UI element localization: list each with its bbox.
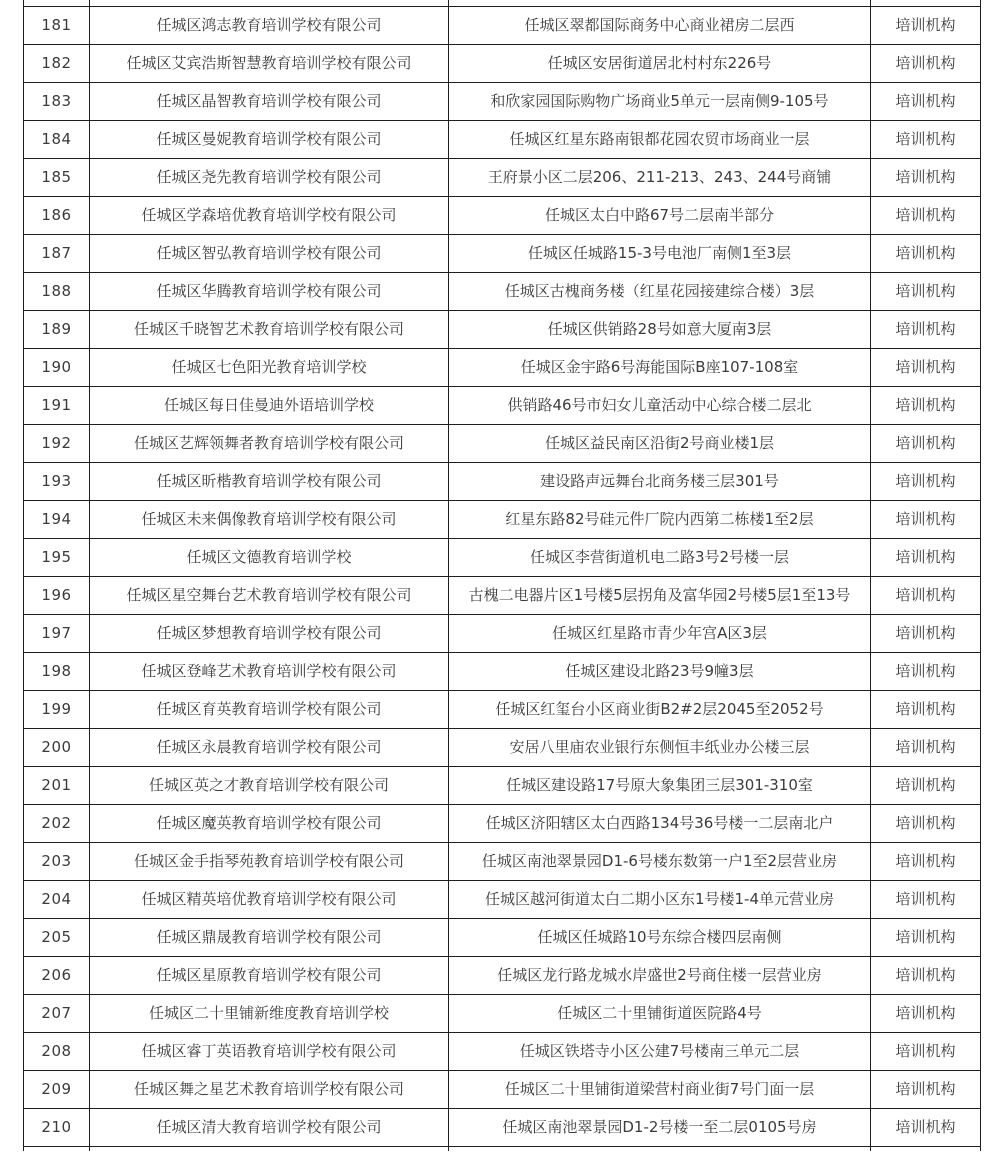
type-cell: 培训机构 (871, 615, 981, 653)
table-row (24, 729, 981, 767)
address-cell: 王府景小区二层206、211-213、243、244号商铺 (449, 159, 871, 197)
address-cell: 任城区金宇路6号海能国际B座107-108室 (449, 349, 871, 387)
row-number-cell: 188 (24, 273, 90, 311)
address-cell: 任城区越河街道太白二期小区东1号楼1-4单元营业房 (449, 881, 871, 919)
row-number-cell: 184 (24, 121, 90, 159)
table-row (24, 843, 981, 881)
school-name-cell: 任城区昕楷教育培训学校有限公司 (90, 463, 449, 501)
table-row (24, 425, 981, 463)
type-cell: 培训机构 (871, 1109, 981, 1147)
table-row (24, 577, 981, 615)
address-cell: 任城区供销路28号如意大厦南3层 (449, 311, 871, 349)
address-cell: 任城区铁塔寺小区公建7号楼南三单元二层 (449, 1033, 871, 1071)
type-cell: 培训机构 (871, 691, 981, 729)
school-name-cell: 任城区未来偶像教育培训学校有限公司 (90, 501, 449, 539)
school-name-cell: 任城区梦想教育培训学校有限公司 (90, 615, 449, 653)
type-cell: 培训机构 (871, 539, 981, 577)
row-number-cell: 206 (24, 957, 90, 995)
address-cell: 古槐二电器片区1号楼5层拐角及富华园2号楼5层1至13号 (449, 577, 871, 615)
table-row (24, 235, 981, 273)
school-name-cell: 任城区永晨教育培训学校有限公司 (90, 729, 449, 767)
school-name-cell: 任城区清大教育培训学校有限公司 (90, 1109, 449, 1147)
address-cell: 任城区二十里铺街道医院路4号 (449, 995, 871, 1033)
row-number-cell: 182 (24, 45, 90, 83)
row-number-cell: 197 (24, 615, 90, 653)
row-number-cell: 196 (24, 577, 90, 615)
row-number-cell: 200 (24, 729, 90, 767)
table-row (24, 7, 981, 45)
table-row (24, 1071, 981, 1109)
type-cell: 培训机构 (871, 349, 981, 387)
type-cell: 培训机构 (871, 881, 981, 919)
row-number-cell: 203 (24, 843, 90, 881)
school-name-cell: 任城区登峰艺术教育培训学校有限公司 (90, 653, 449, 691)
row-number-cell: 210 (24, 1109, 90, 1147)
table-row (24, 995, 981, 1033)
row-number-cell: 204 (24, 881, 90, 919)
table-row (24, 197, 981, 235)
address-cell: 任城区建设北路23号9幢3层 (449, 653, 871, 691)
row-number-cell: 183 (24, 83, 90, 121)
table-row (24, 463, 981, 501)
row-number-cell: 192 (24, 425, 90, 463)
table-row (24, 805, 981, 843)
school-name-cell: 任城区星空舞台艺术教育培训学校有限公司 (90, 577, 449, 615)
table-row (24, 1033, 981, 1071)
table-row (24, 501, 981, 539)
type-cell: 培训机构 (871, 577, 981, 615)
school-name-cell: 任城区尧先教育培训学校有限公司 (90, 159, 449, 197)
type-cell: 培训机构 (871, 1033, 981, 1071)
type-cell: 培训机构 (871, 653, 981, 691)
empty-cell (24, 1147, 90, 1152)
type-cell: 培训机构 (871, 273, 981, 311)
address-cell: 和欣家园国际购物广场商业5单元一层南侧9-105号 (449, 83, 871, 121)
school-name-cell: 任城区文德教育培训学校 (90, 539, 449, 577)
table-row (24, 919, 981, 957)
type-cell: 培训机构 (871, 957, 981, 995)
school-name-cell: 任城区千晓智艺术教育培训学校有限公司 (90, 311, 449, 349)
address-cell: 建设路声远舞台北商务楼三层301号 (449, 463, 871, 501)
table-row (24, 273, 981, 311)
type-cell: 培训机构 (871, 7, 981, 45)
table-row (24, 159, 981, 197)
type-cell: 培训机构 (871, 235, 981, 273)
row-number-cell: 202 (24, 805, 90, 843)
school-name-cell: 任城区金手指琴苑教育培训学校有限公司 (90, 843, 449, 881)
table-row (24, 387, 981, 425)
address-cell: 安居八里庙农业银行东侧恒丰纸业办公楼三层 (449, 729, 871, 767)
type-cell: 培训机构 (871, 767, 981, 805)
school-name-cell: 任城区学森培优教育培训学校有限公司 (90, 197, 449, 235)
row-number-cell: 201 (24, 767, 90, 805)
address-cell: 供销路46号市妇女儿童活动中心综合楼二层北 (449, 387, 871, 425)
table-row (24, 349, 981, 387)
row-number-cell: 207 (24, 995, 90, 1033)
row-number-cell: 195 (24, 539, 90, 577)
school-name-cell: 任城区艺辉领舞者教育培训学校有限公司 (90, 425, 449, 463)
type-cell: 培训机构 (871, 197, 981, 235)
row-number-cell: 199 (24, 691, 90, 729)
type-cell: 培训机构 (871, 387, 981, 425)
table-row (24, 767, 981, 805)
type-cell: 培训机构 (871, 121, 981, 159)
type-cell: 培训机构 (871, 463, 981, 501)
row-number-cell: 191 (24, 387, 90, 425)
address-cell: 任城区翠都国际商务中心商业裙房二层西 (449, 7, 871, 45)
table-row (24, 653, 981, 691)
address-cell: 任城区任城路10号东综合楼四层南侧 (449, 919, 871, 957)
address-cell: 任城区红玺台小区商业街B2#2层2045至2052号 (449, 691, 871, 729)
empty-cell (449, 1147, 871, 1152)
school-name-cell: 任城区每日佳曼迪外语培训学校 (90, 387, 449, 425)
address-cell: 任城区红星东路南银都花园农贸市场商业一层 (449, 121, 871, 159)
type-cell: 培训机构 (871, 805, 981, 843)
row-number-cell: 187 (24, 235, 90, 273)
school-name-cell: 任城区育英教育培训学校有限公司 (90, 691, 449, 729)
school-name-cell: 任城区睿丁英语教育培训学校有限公司 (90, 1033, 449, 1071)
school-name-cell: 任城区精英培优教育培训学校有限公司 (90, 881, 449, 919)
school-name-cell: 任城区智弘教育培训学校有限公司 (90, 235, 449, 273)
address-cell: 任城区任城路15-3号电池厂南侧1至3层 (449, 235, 871, 273)
school-name-cell: 任城区七色阳光教育培训学校 (90, 349, 449, 387)
table-row (24, 615, 981, 653)
partial-row-bottom (24, 1147, 981, 1152)
school-name-cell: 任城区鸿志教育培训学校有限公司 (90, 7, 449, 45)
type-cell: 培训机构 (871, 425, 981, 463)
row-number-cell: 205 (24, 919, 90, 957)
school-name-cell: 任城区二十里铺新维度教育培训学校 (90, 995, 449, 1033)
table-row (24, 45, 981, 83)
row-number-cell: 208 (24, 1033, 90, 1071)
address-cell: 任城区安居街道居北村村东226号 (449, 45, 871, 83)
table-row (24, 539, 981, 577)
empty-cell (90, 1147, 449, 1152)
table-row (24, 311, 981, 349)
address-cell: 任城区南池翠景园D1-2号楼一至二层0105号房 (449, 1109, 871, 1147)
type-cell: 培训机构 (871, 995, 981, 1033)
address-cell: 任城区建设路17号原大象集团三层301-310室 (449, 767, 871, 805)
school-name-cell: 任城区魔英教育培训学校有限公司 (90, 805, 449, 843)
row-number-cell: 190 (24, 349, 90, 387)
type-cell: 培训机构 (871, 919, 981, 957)
school-name-cell: 任城区曼妮教育培训学校有限公司 (90, 121, 449, 159)
address-cell: 任城区龙行路龙城水岸盛世2号商住楼一层营业房 (449, 957, 871, 995)
row-number-cell: 193 (24, 463, 90, 501)
empty-cell (871, 1147, 981, 1152)
table-row (24, 957, 981, 995)
row-number-cell: 181 (24, 7, 90, 45)
address-cell: 任城区二十里铺街道梁营村商业街7号门面一层 (449, 1071, 871, 1109)
row-number-cell: 189 (24, 311, 90, 349)
table-row (24, 691, 981, 729)
address-cell: 任城区红星路市青少年宫A区3层 (449, 615, 871, 653)
school-name-cell: 任城区星原教育培训学校有限公司 (90, 957, 449, 995)
school-name-cell: 任城区晶智教育培训学校有限公司 (90, 83, 449, 121)
school-name-cell: 任城区鼎晟教育培训学校有限公司 (90, 919, 449, 957)
row-number-cell: 194 (24, 501, 90, 539)
address-cell: 任城区济阳辖区太白西路134号36号楼一二层南北户 (449, 805, 871, 843)
table-row (24, 121, 981, 159)
type-cell: 培训机构 (871, 843, 981, 881)
training-schools-table (23, 0, 981, 1151)
school-name-cell: 任城区英之才教育培训学校有限公司 (90, 767, 449, 805)
table-row (24, 1109, 981, 1147)
school-name-cell: 任城区艾宾浩斯智慧教育培训学校有限公司 (90, 45, 449, 83)
address-cell: 任城区益民南区沿街2号商业楼1层 (449, 425, 871, 463)
address-cell: 红星东路82号硅元件厂院内西第二栋楼1至2层 (449, 501, 871, 539)
address-cell: 任城区太白中路67号二层南半部分 (449, 197, 871, 235)
type-cell: 培训机构 (871, 729, 981, 767)
address-cell: 任城区南池翠景园D1-6号楼东数第一户1至2层营业房 (449, 843, 871, 881)
school-name-cell: 任城区华腾教育培训学校有限公司 (90, 273, 449, 311)
school-name-cell: 任城区舞之星艺术教育培训学校有限公司 (90, 1071, 449, 1109)
type-cell: 培训机构 (871, 45, 981, 83)
type-cell: 培训机构 (871, 1071, 981, 1109)
address-cell: 任城区古槐商务楼（红星花园接建综合楼）3层 (449, 273, 871, 311)
type-cell: 培训机构 (871, 501, 981, 539)
row-number-cell: 209 (24, 1071, 90, 1109)
type-cell: 培训机构 (871, 83, 981, 121)
address-cell: 任城区李营街道机电二路3号2号楼一层 (449, 539, 871, 577)
row-number-cell: 186 (24, 197, 90, 235)
table-row (24, 83, 981, 121)
type-cell: 培训机构 (871, 159, 981, 197)
table-row (24, 881, 981, 919)
row-number-cell: 185 (24, 159, 90, 197)
type-cell: 培训机构 (871, 311, 981, 349)
row-number-cell: 198 (24, 653, 90, 691)
